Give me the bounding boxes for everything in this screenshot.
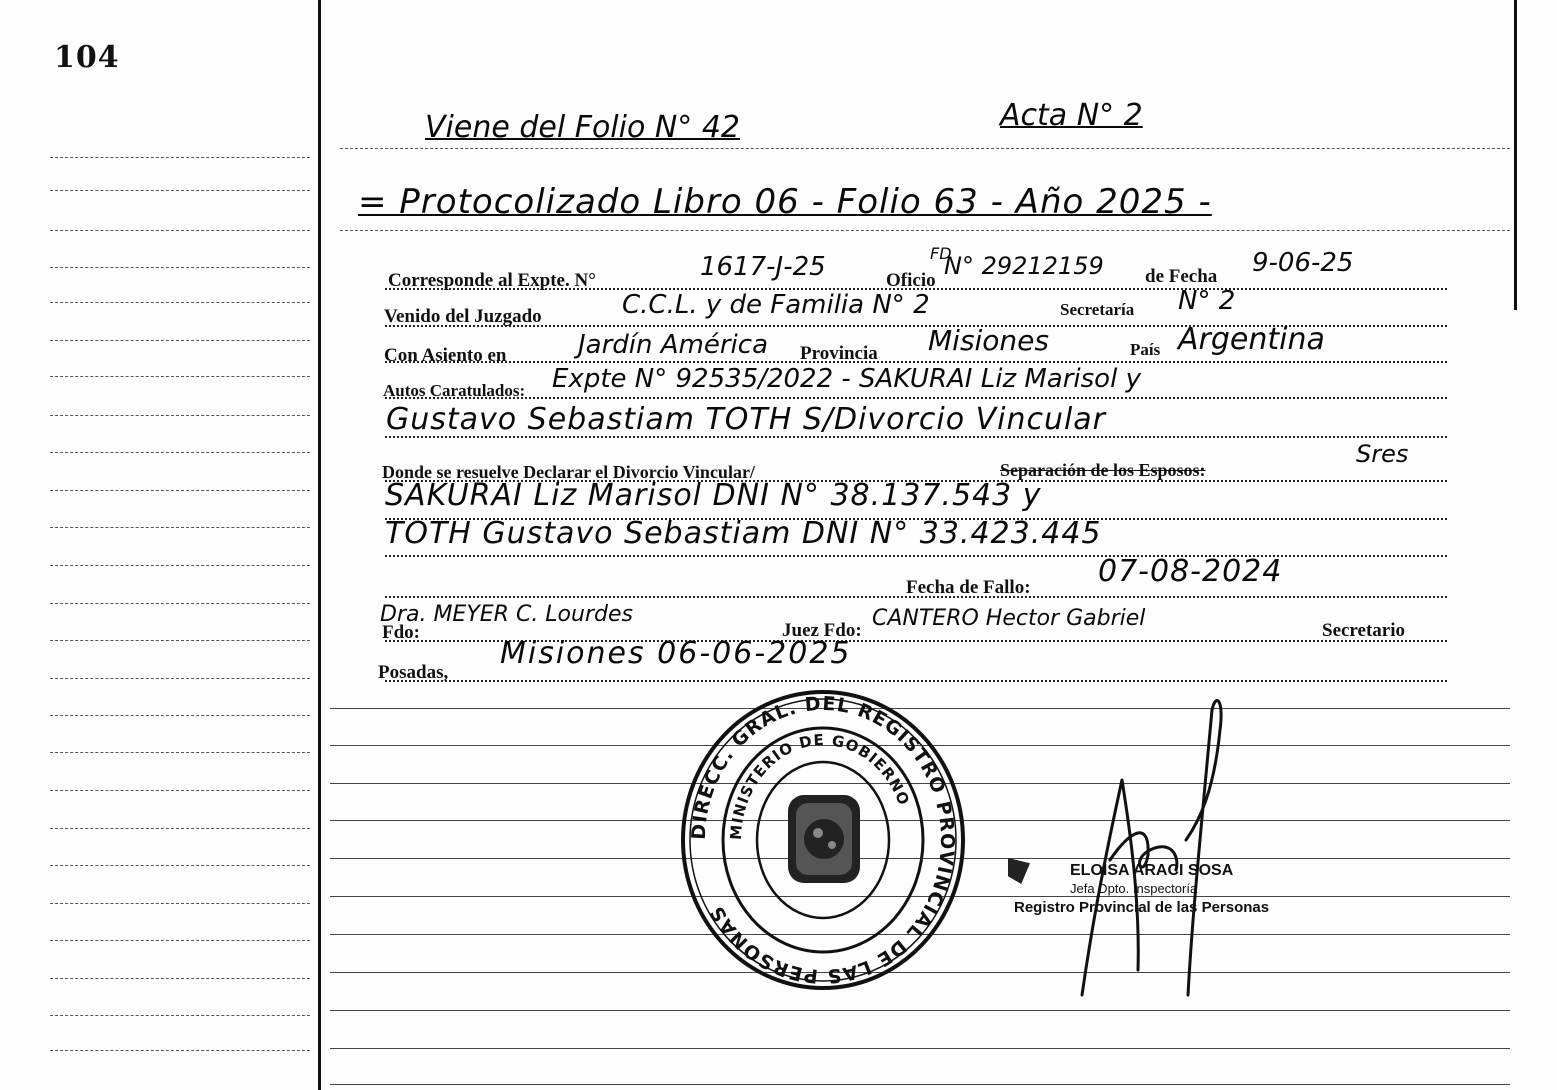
signatory-office: Registro Provincial de las Personas: [1014, 899, 1270, 916]
pais-label: País: [1130, 340, 1161, 359]
protocolizado-line: = Protocolizado Libro 06 - Folio 63 - Año 2025 -: [358, 182, 1212, 222]
secretario-label: Secretario: [1322, 620, 1405, 641]
juzgado-value: C.C.L. y de Familia N° 2: [622, 290, 930, 320]
donde-label: Donde se resuelve Declarar el Divorcio Vincular/: [382, 462, 755, 482]
secretaria-value: N° 2: [1178, 286, 1236, 316]
fdo-label: Fdo:: [382, 622, 420, 643]
official-stamp: [680, 690, 966, 990]
expte-label: Corresponde al Expte. N°: [388, 270, 596, 291]
expte-value: 1617-J-25: [700, 252, 826, 282]
oficio-value: N° 29212159: [944, 252, 1104, 280]
oficio-label: Oficio: [886, 270, 936, 291]
provincia-value: Misiones: [928, 324, 1049, 357]
provincia-label: Provincia: [800, 343, 878, 364]
fecha-value: 9-06-25: [1252, 248, 1354, 278]
secretario-value: CANTERO Hector Gabriel: [872, 606, 1146, 631]
juez-value: Dra. MEYER C. Lourdes: [380, 602, 633, 627]
fallo-value: 07-08-2024: [1098, 554, 1283, 589]
oficio-fd: FD: [930, 244, 952, 263]
seal-corner-icon: [1008, 858, 1030, 884]
stamp-inner-text: MINISTERIO DE GOBIERNO: [726, 730, 914, 841]
autos-line-1: Expte N° 92535/2022 - SAKURAI Liz Marisol y: [552, 364, 1141, 394]
posadas-label: Posadas,: [378, 662, 449, 683]
asiento-label: Con Asiento en: [384, 345, 507, 366]
esposo-1: SAKURAI Liz Marisol DNI N° 38.137.543 y: [385, 478, 1042, 513]
asiento-value: Jardín América: [578, 330, 769, 360]
posadas-value: Misiones 06-06-2025: [500, 636, 852, 671]
esposo-2: TOTH Gustavo Sebastiam DNI N° 33.423.445: [385, 516, 1102, 551]
stamp-outer-text: DIRECC. GRAL. DEL REGISTRO PROVINCIAL DE LAS PERSONAS: [687, 692, 959, 988]
coat-of-arms-icon: [788, 795, 860, 883]
acta-number: Acta N° 2: [1000, 98, 1143, 133]
pais-value: Argentina: [1178, 322, 1325, 357]
fecha-label: de Fecha: [1145, 266, 1218, 287]
margin-rule: [318, 0, 321, 1090]
secretaria-label: Secretaría: [1060, 300, 1135, 319]
separacion-label: Separación de los Esposos:: [1000, 460, 1206, 480]
fallo-label: Fecha de Fallo:: [906, 577, 1031, 598]
viene-del-folio: Viene del Folio N° 42: [425, 110, 741, 145]
signatory-name: ELOISA ARACI SOSA: [1070, 862, 1234, 879]
juzgado-label: Venido del Juzgado: [384, 306, 542, 327]
sres-value: Sres: [1356, 440, 1409, 468]
autos-label: Autos Caratulados:: [383, 381, 526, 400]
juez-label: Juez Fdo:: [782, 620, 862, 641]
signatory-title: Jefa Dpto. Inspectoría: [1070, 881, 1198, 896]
right-frame-rule: [1514, 0, 1517, 310]
signature: [1060, 690, 1260, 1000]
page-number: 104: [54, 40, 120, 75]
autos-line-2: Gustavo Sebastiam TOTH S/Divorcio Vincular: [386, 402, 1107, 437]
